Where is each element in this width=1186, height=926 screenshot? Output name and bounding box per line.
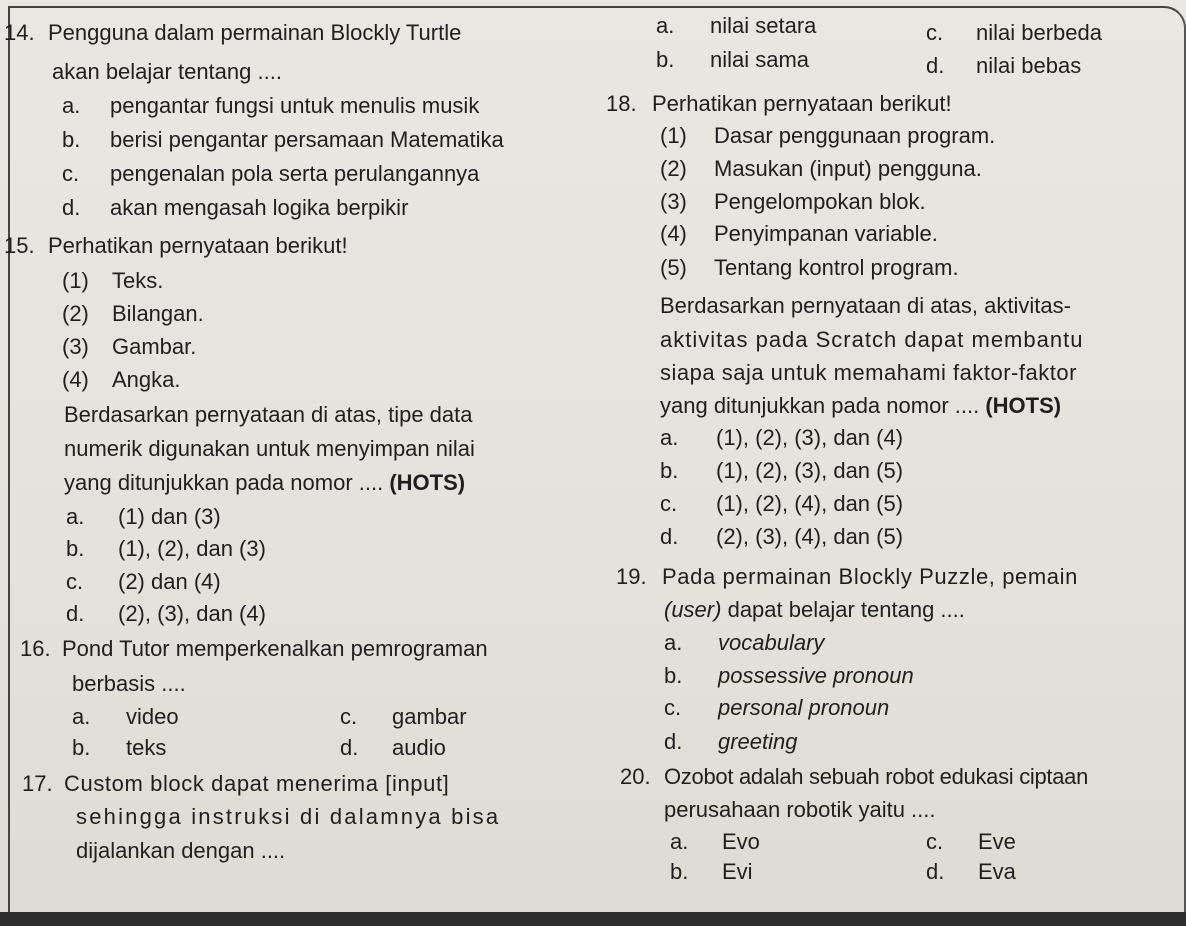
q15-number: 15. — [4, 233, 35, 258]
q16-number: 16. — [20, 636, 51, 661]
statement-text: Bilangan. — [112, 301, 204, 326]
statement-text: Dasar penggunaan program. — [714, 123, 996, 148]
q18-statement-1 — [660, 123, 996, 149]
statement-label: (5) — [660, 255, 687, 280]
option-label: b. — [670, 859, 689, 884]
stem-text: yang ditunjukkan pada nomor .... — [660, 393, 980, 418]
q18-number: 18. — [606, 91, 637, 116]
q18-statement-2 — [660, 156, 982, 182]
option-label: b. — [656, 47, 675, 72]
option-label: b. — [660, 458, 679, 483]
q18-statement-4 — [660, 221, 938, 247]
option-label: b. — [72, 735, 91, 760]
q20-option-d[interactable] — [926, 859, 1016, 885]
q15-stem-line2: Berdasarkan pernyataan di atas, tipe data — [64, 402, 473, 427]
q20-stem-line2: perusahaan robotik yaitu .... — [664, 797, 936, 822]
q16-stem-line2: berbasis .... — [72, 671, 186, 696]
q15-statement-3 — [62, 334, 197, 360]
q15-option-b[interactable] — [66, 536, 266, 562]
stem-text: dapat belajar tentang .... — [727, 597, 965, 622]
q16-option-d[interactable] — [340, 735, 446, 761]
option-label: c. — [926, 829, 944, 854]
statement-label: (4) — [660, 221, 687, 246]
option-label: c. — [340, 704, 358, 729]
q14-option-c[interactable] — [62, 161, 480, 187]
q20-stem-line1: Ozobot adalah sebuah robot edukasi ciptaan — [664, 764, 1089, 789]
q19-option-b[interactable] — [664, 663, 914, 689]
q15-statement-1 — [62, 268, 164, 294]
stem-text: yang ditunjukkan pada nomor .... — [64, 470, 384, 495]
q18-option-b[interactable] — [660, 458, 904, 484]
statement-text: Angka. — [112, 367, 181, 392]
q15-option-d[interactable] — [66, 601, 266, 627]
q18-option-c[interactable] — [660, 491, 904, 517]
q16-option-a[interactable] — [72, 704, 179, 730]
q14-stem-line2: akan belajar tentang .... — [52, 59, 282, 84]
option-label: a. — [670, 829, 689, 854]
statement-text: Teks. — [112, 268, 164, 293]
option-label: a. — [656, 13, 675, 38]
q15-stem-line1: Perhatikan pernyataan berikut! — [48, 233, 348, 258]
statement-text: Penyimpanan variable. — [714, 221, 938, 246]
option-label: c. — [926, 20, 944, 45]
q19-option-c[interactable] — [664, 695, 890, 721]
q17-number: 17. — [22, 771, 53, 796]
q15-statement-2 — [62, 301, 204, 327]
option-label: c. — [664, 695, 682, 720]
q18-stem-line1: Perhatikan pernyataan berikut! — [652, 91, 952, 116]
statement-label: (3) — [660, 189, 687, 214]
statement-label: (2) — [62, 301, 89, 326]
option-label: d. — [340, 735, 359, 760]
option-label: d. — [62, 195, 81, 220]
option-text: personal pronoun — [718, 695, 890, 720]
bottom-edge — [0, 912, 1186, 926]
q18-option-a[interactable] — [660, 425, 904, 451]
option-text: (1), (2), (4), dan (5) — [716, 491, 904, 516]
option-text: nilai sama — [710, 47, 810, 72]
statement-text: Tentang kontrol program. — [714, 255, 959, 280]
option-label: d. — [926, 859, 945, 884]
statement-label: (2) — [660, 156, 687, 181]
q14-option-d[interactable] — [62, 195, 409, 221]
q14-option-b[interactable] — [62, 127, 504, 153]
statement-text: Gambar. — [112, 334, 197, 359]
q17-option-b[interactable] — [656, 47, 810, 73]
q19-option-d[interactable] — [664, 729, 798, 755]
option-text: (1), (2), (3), dan (4) — [716, 425, 904, 450]
option-text: vocabulary — [718, 630, 825, 655]
option-label: c. — [66, 569, 84, 594]
q16-stem-line1: Pond Tutor memperkenalkan pemrograman — [62, 636, 488, 661]
option-label: d. — [664, 729, 683, 754]
option-text: (2) dan (4) — [118, 569, 221, 594]
q17-stem-line2: sehingga instruksi di dalamnya bisa — [76, 804, 501, 829]
option-label: b. — [66, 536, 85, 561]
option-text: teks — [126, 735, 167, 760]
option-label: d. — [660, 524, 679, 549]
q14-stem-line1: Pengguna dalam permainan Blockly Turtle — [48, 20, 462, 45]
q18-stem-line3: aktivitas pada Scratch dapat membantu — [660, 327, 1084, 352]
option-label: a. — [664, 630, 683, 655]
option-text: greeting — [718, 729, 798, 754]
statement-text: Pengelompokan blok. — [714, 189, 926, 214]
q17-stem-line3: dijalankan dengan .... — [76, 838, 286, 863]
q15-option-c[interactable] — [66, 569, 221, 595]
hots-tag: (HOTS) — [389, 470, 466, 495]
q14-number: 14. — [4, 20, 35, 45]
option-text: Eva — [978, 859, 1016, 884]
q18-stem-line5 — [660, 393, 1061, 419]
q18-statement-3 — [660, 189, 926, 215]
q18-stem-line4: siapa saja untuk memahami faktor-faktor — [660, 360, 1077, 385]
statement-label: (1) — [660, 123, 687, 148]
option-text: pengantar fungsi untuk menulis musik — [110, 93, 480, 118]
option-text: (1), (2), dan (3) — [118, 536, 266, 561]
option-text: (2), (3), (4), dan (5) — [716, 524, 904, 549]
option-text: (1), (2), (3), dan (5) — [716, 458, 904, 483]
q19-stem-line2 — [664, 597, 965, 623]
q15-option-a[interactable] — [66, 504, 221, 530]
q16-option-c[interactable] — [340, 704, 467, 730]
option-label: b. — [664, 663, 683, 688]
q16-option-b[interactable] — [72, 735, 167, 761]
option-label: c. — [62, 161, 80, 186]
q19-stem-line1: Pada permainan Blockly Puzzle, pemain — [662, 564, 1078, 589]
q20-option-b[interactable] — [670, 859, 753, 885]
option-text: (2), (3), dan (4) — [118, 601, 266, 626]
option-text: Evi — [722, 859, 753, 884]
q18-stem-line2: Berdasarkan pernyataan di atas, aktivitas- — [660, 293, 1071, 318]
user-term: (user) — [664, 597, 722, 622]
option-text: Evo — [722, 829, 760, 854]
option-text: nilai berbeda — [976, 20, 1102, 45]
option-text: nilai setara — [710, 13, 817, 38]
q19-option-a[interactable] — [664, 630, 825, 656]
q19-number: 19. — [616, 564, 647, 589]
option-label: a. — [66, 504, 85, 529]
q20-option-a[interactable] — [670, 829, 760, 855]
statement-label: (3) — [62, 334, 89, 359]
statement-text: Masukan (input) pengguna. — [714, 156, 982, 181]
option-label: d. — [66, 601, 85, 626]
hots-tag: (HOTS) — [985, 393, 1062, 418]
q17-option-a[interactable] — [656, 13, 817, 39]
option-label: d. — [926, 53, 945, 78]
q17-option-c[interactable] — [926, 20, 1102, 46]
q14-option-a[interactable] — [62, 93, 480, 119]
option-text: gambar — [392, 704, 467, 729]
q20-number: 20. — [620, 764, 651, 789]
q20-option-c[interactable] — [926, 829, 1016, 855]
q18-statement-5 — [660, 255, 959, 281]
q15-statement-4 — [62, 367, 181, 393]
option-text: pengenalan pola serta perulangannya — [110, 161, 480, 186]
q18-option-d[interactable] — [660, 524, 904, 550]
option-text: berisi pengantar persamaan Matematika — [110, 127, 504, 152]
statement-label: (1) — [62, 268, 89, 293]
option-label: c. — [660, 491, 678, 516]
option-label: a. — [62, 93, 81, 118]
option-text: nilai bebas — [976, 53, 1082, 78]
q17-option-d[interactable] — [926, 53, 1082, 79]
q15-stem-line3: numerik digunakan untuk menyimpan nilai — [64, 436, 475, 461]
option-label: a. — [72, 704, 91, 729]
option-text: audio — [392, 735, 446, 760]
q17-stem-line1: Custom block dapat menerima [input] — [64, 771, 450, 796]
option-text: possessive pronoun — [718, 663, 914, 688]
option-text: akan mengasah logika berpikir — [110, 195, 409, 220]
q15-stem-line4 — [64, 470, 465, 496]
option-text: (1) dan (3) — [118, 504, 221, 529]
option-text: video — [126, 704, 179, 729]
option-label: b. — [62, 127, 81, 152]
option-label: a. — [660, 425, 679, 450]
statement-label: (4) — [62, 367, 89, 392]
option-text: Eve — [978, 829, 1016, 854]
